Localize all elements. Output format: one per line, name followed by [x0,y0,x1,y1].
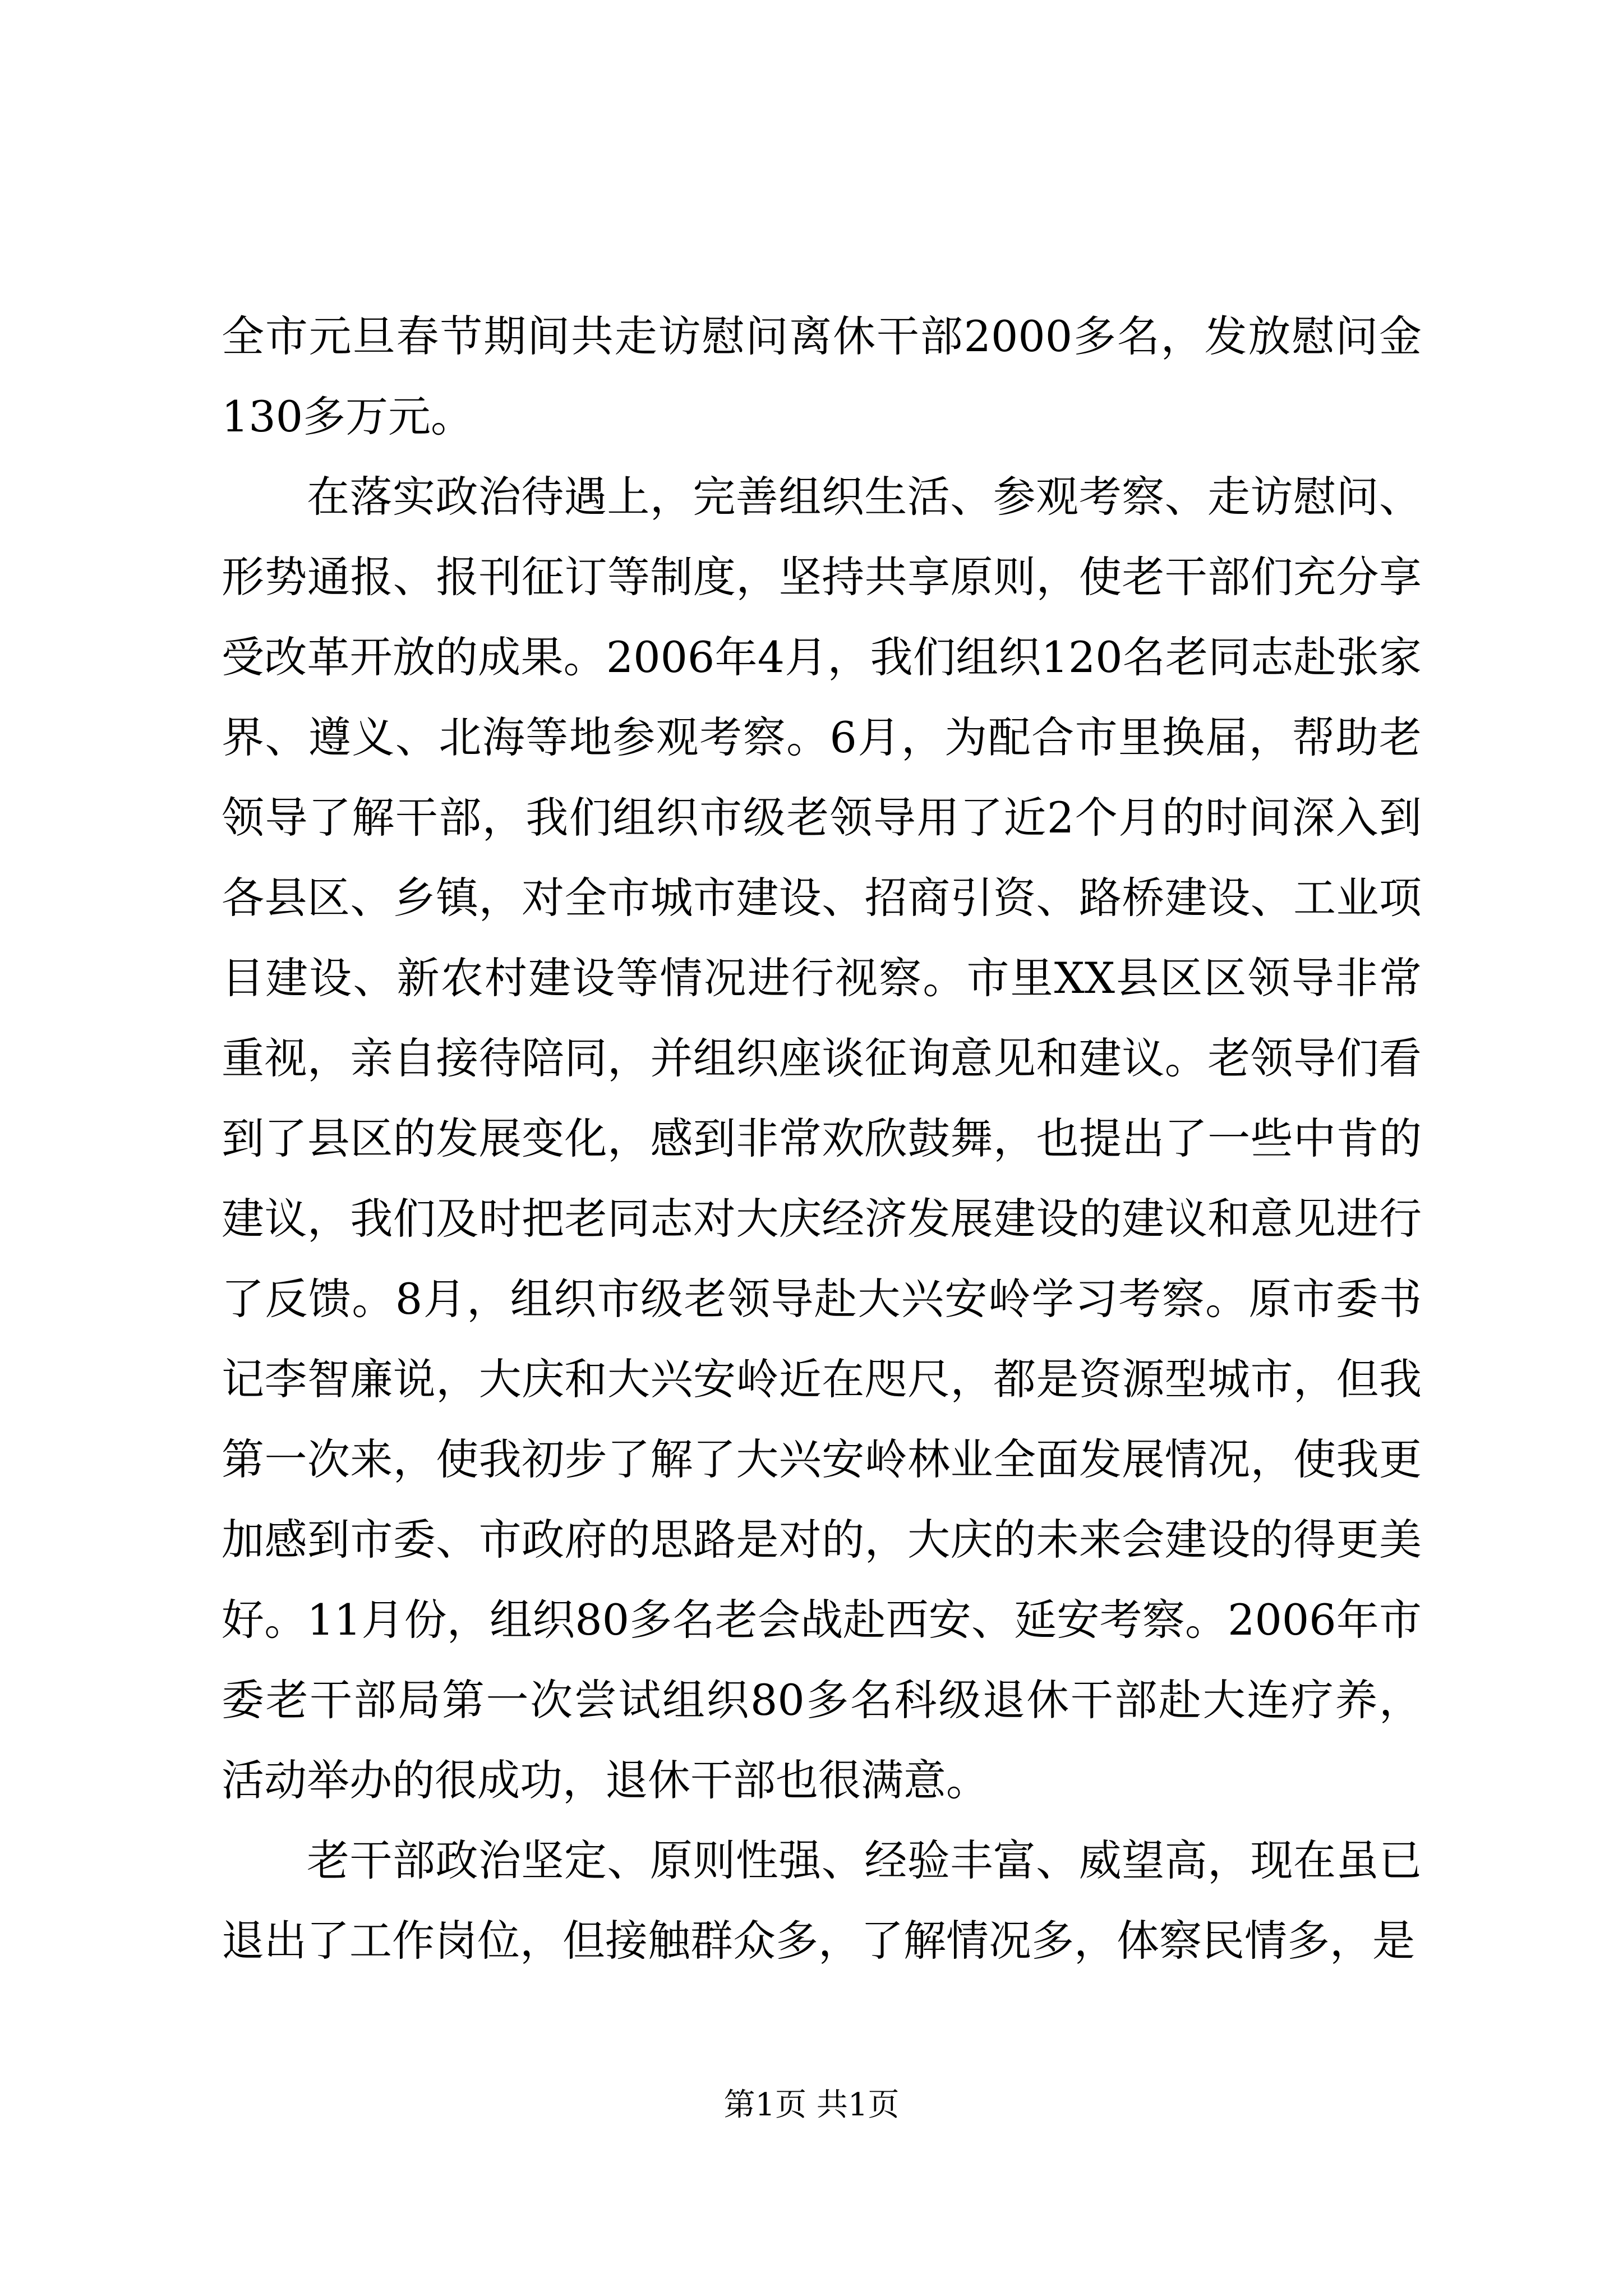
page-footer: 第1页 共1页 [723,2087,900,2123]
document-body [222,296,1422,1981]
paragraph-3: 老干部政治坚定、原则性强、经验丰富、威望高，现在虽已退出了工作岗位，但接触群众多，了解情况多，体察民情多，是 [222,1835,1422,1966]
paragraph-2: 在落实政治待遇上，完善组织生活、参观考察、走访慰问、形势通报、报刊征订等制度，坚持共享原则，使老干部们充分享受改革开放的成果。2006年4月，我们组织120名老同志赴张家界、遵义、北海等地参观考察。6月，为配合市里换届，帮助老领导了解干部，我们组织市级老领导用了近2个月的时间深入到各县区、乡镇，对全市城市建设、招商引资、路桥建设、工业项目建设、新农村建设等情况进行视察。市里XX县区区领导非常重视，亲自接待陪同，并组织座谈征询意见和建议。老领导们看到了县区的发展变化，感到非常欢欣鼓舞，也提出了一些中肯的建议，我们及时把老同志对大庆经济发展建设的建议和意见进行了反馈。8月，组织市级老领导赴大兴安岭学习考察。原市委书记李智廉说，大庆和大兴安岭近在咫尺，都是资源型城市，但我第一次来，使我初步了解了大兴安岭林业全面发展情况，使我更加感到市委、市政府的思路是对的，大庆的未来会建设的得更美好。11月份，组织80多名老会战赴西安、延安考察。2006年市委老干部局第一次尝试组织80多名科级退休干部赴大连疗养，活动举办的很成功，退休干部也很满意。 [222,472,1422,1805]
paragraph-1: 全市元旦春节期间共走访慰问离休干部2000多名，发放慰问金130多万元。 [222,311,1422,441]
